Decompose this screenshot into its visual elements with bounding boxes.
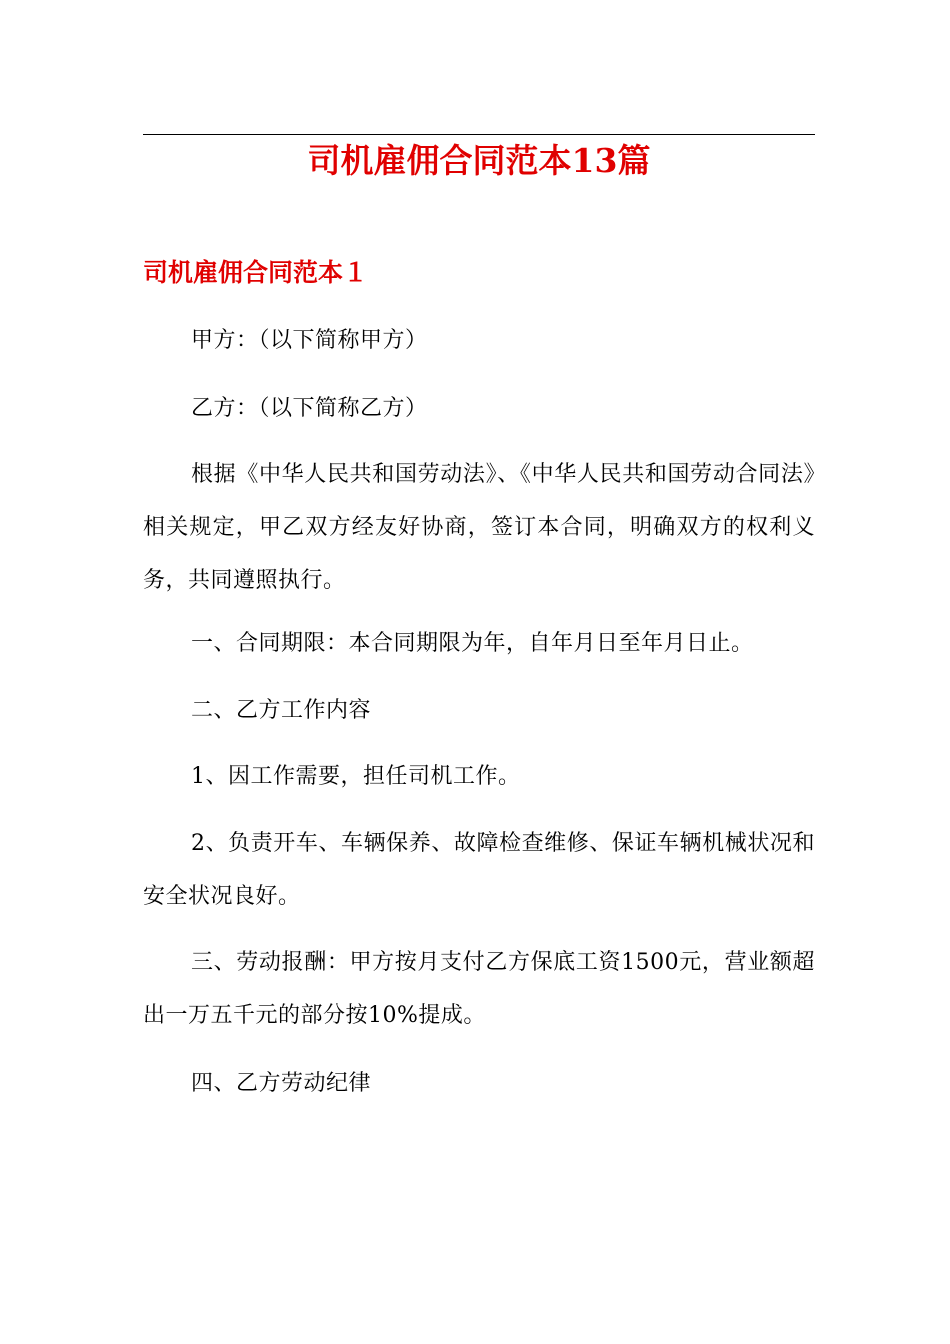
paragraph-labor-discipline: 四、乙方劳动纪律 <box>191 1071 372 1096</box>
header-rule <box>143 134 815 135</box>
paragraph-remuneration: 三、劳动报酬：甲方按月支付乙方保底工资1500元，营业额超出一万五千元的部分按10%提成。 <box>143 950 815 1028</box>
section-heading: 司机雇佣合同范本１ <box>143 258 369 287</box>
paragraph-preamble: 根据《中华人民共和国劳动法》、《中华人民共和国劳动合同法》相关规定，甲乙双方经友好协商，签订本合同，明确双方的权利义务，共同遵照执行。 <box>143 462 815 593</box>
paragraph-party-a: 甲方：（以下简称甲方） <box>191 328 428 353</box>
paragraph-work-item-2: 2、负责开车、车辆保养、故障检查维修、保证车辆机械状况和安全状况良好。 <box>143 831 815 909</box>
paragraph-party-b: 乙方：（以下简称乙方） <box>191 396 428 421</box>
paragraph-contract-term: 一、合同期限：本合同期限为年，自年月日至年月日止。 <box>191 631 754 656</box>
paragraph-work-item-1: 1、因工作需要，担任司机工作。 <box>191 764 521 789</box>
paragraph-work-content-heading: 二、乙方工作内容 <box>191 698 372 723</box>
document-title: 司机雇佣合同范本13篇 <box>307 141 651 180</box>
